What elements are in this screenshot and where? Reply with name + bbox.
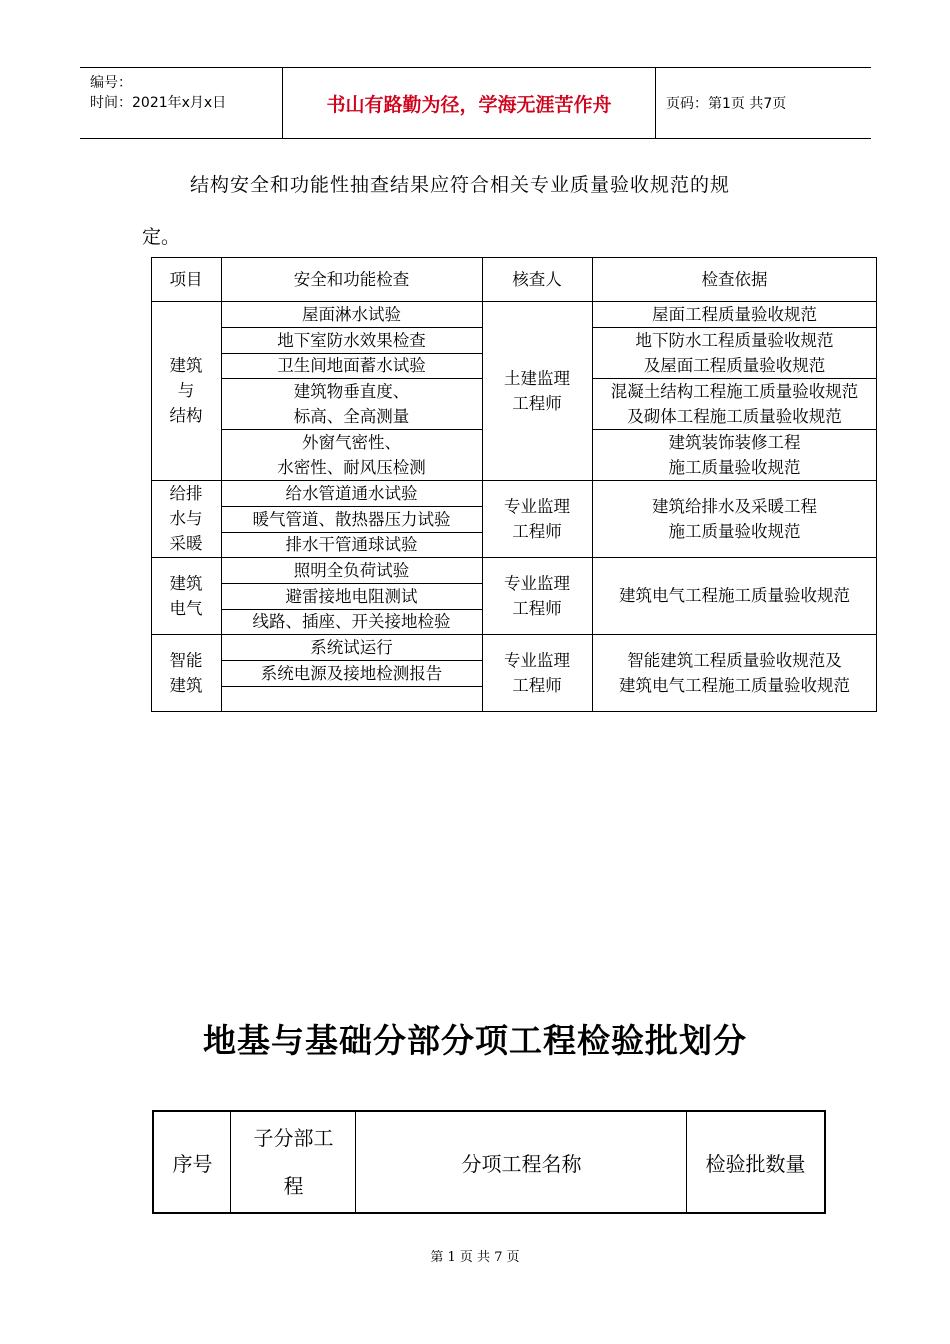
table-rule — [355, 1112, 356, 1212]
check-item-cell: 卫生间地面蓄水试验 — [277, 356, 426, 375]
basis-cell: 混凝土结构工程施工质量验收规范 及砌体工程施工质量验收规范 — [610, 381, 859, 426]
group-item-cell: 智能 建筑 — [169, 651, 203, 695]
division-header-cell: 分项工程名称 — [461, 1151, 582, 1176]
check-item-cell: 地下室防水效果检查 — [277, 330, 426, 350]
page-header — [80, 67, 871, 139]
inspector-cell: 专业监理 工程师 — [504, 573, 570, 618]
division-header-cell: 子分部工 程 — [253, 1126, 334, 1198]
group-item-cell: 给排 水与 采暖 — [169, 484, 203, 553]
check-item-cell: 照明全负荷试验 — [293, 560, 410, 580]
inspector-cell: 专业监理 工程师 — [504, 651, 570, 695]
table-header-cell: 检查依据 — [701, 269, 768, 289]
check-item-cell: 系统试运行 — [310, 637, 393, 657]
basis-cell: 智能建筑工程质量验收规范及 建筑电气工程施工质量验收规范 — [619, 651, 850, 695]
check-item-cell: 暖气管道、散热器压力试验 — [252, 509, 451, 529]
division-header-cell: 序号 — [172, 1151, 213, 1176]
intro-line-2: 定。 — [142, 226, 181, 248]
safety-check-table — [151, 257, 877, 712]
header-meta — [80, 68, 283, 138]
table-header-cell: 核查人 — [512, 269, 562, 289]
table-rule — [230, 1112, 231, 1212]
check-item-cell: 线路、插座、开关接地检验 — [252, 612, 451, 631]
inspector-cell: 专业监理 工程师 — [504, 496, 570, 541]
header-motto: 书山有路勤为径，学海无涯苦作舟 — [283, 68, 656, 138]
number-label: 编号： — [90, 75, 132, 91]
intro-line-1: 结构安全和功能性抽查结果应符合相关专业质量验收规范的规 — [190, 174, 731, 196]
check-item-cell: 屋面淋水试验 — [302, 304, 401, 324]
division-header-cell: 检验批数量 — [705, 1151, 806, 1176]
check-item-cell: 建筑物垂直度、 标高、全高测量 — [293, 381, 410, 426]
page-footer: 第 1 页 共 7 页 — [430, 1250, 520, 1265]
check-item-cell: 外窗气密性、 水密性、耐风压检测 — [277, 432, 426, 477]
section-title: 地基与基础分部分项工程检验批划分 — [203, 1021, 747, 1060]
table-rule — [686, 1112, 687, 1212]
table-header-cell: 项目 — [169, 269, 203, 289]
check-item-cell — [221, 686, 482, 712]
table-header-cell: 安全和功能检查 — [293, 269, 410, 289]
check-item-cell: 给水管道通水试验 — [285, 483, 418, 503]
check-item-cell: 排水干管通球试验 — [285, 535, 418, 554]
check-item-cell: 系统电源及接地检测报告 — [260, 663, 443, 683]
basis-cell: 地下防水工程质量验收规范 及屋面工程质量验收规范 — [635, 330, 834, 375]
division-table — [152, 1110, 826, 1214]
basis-cell: 屋面工程质量验收规范 — [652, 304, 817, 324]
inspector-cell: 土建监理 工程师 — [504, 368, 570, 413]
group-item-cell: 建筑 电气 — [169, 573, 203, 618]
time-label: 时间：2021年x月x日 — [90, 95, 227, 111]
check-item-cell: 避雷接地电阻测试 — [285, 586, 418, 606]
group-item-cell: 建筑 与 结构 — [169, 356, 203, 425]
basis-cell: 建筑装饰装修工程 施工质量验收规范 — [668, 432, 801, 477]
header-page-info: 页码：第1页 共7页 — [666, 96, 787, 112]
basis-cell: 建筑电气工程施工质量验收规范 — [619, 586, 850, 605]
basis-cell: 建筑给排水及采暖工程 施工质量验收规范 — [652, 496, 817, 541]
